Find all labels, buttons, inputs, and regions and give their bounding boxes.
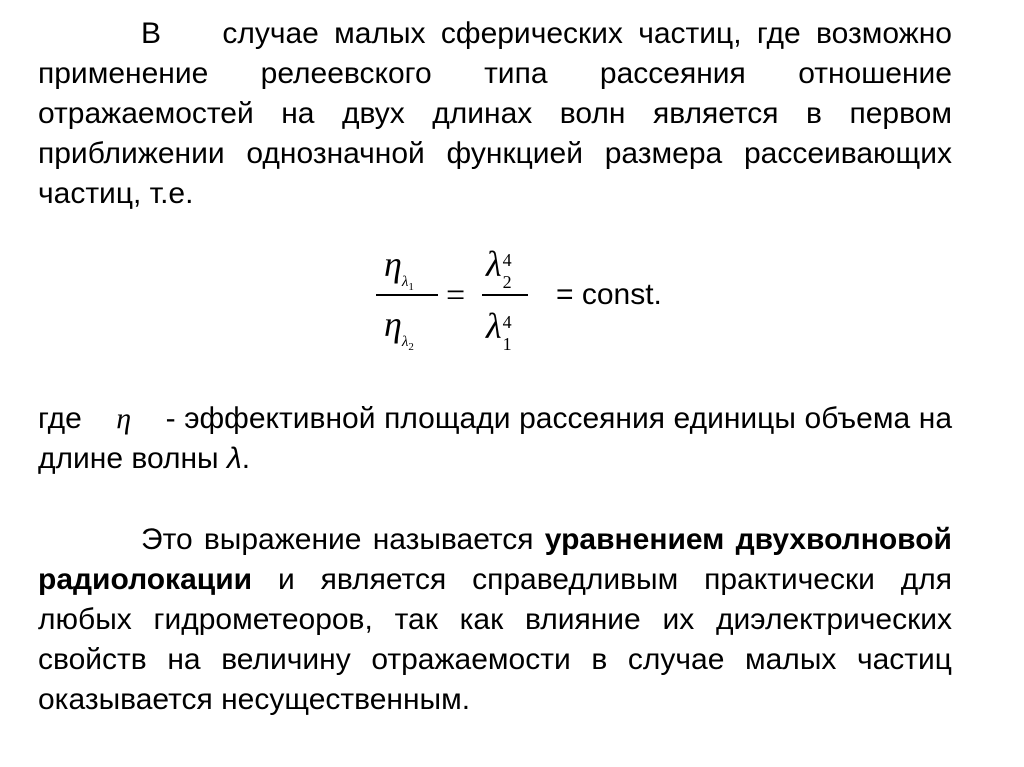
exponent: 4: [502, 250, 512, 270]
exponent: 4: [502, 312, 512, 332]
description-start: Это выражение называется: [141, 523, 534, 556]
eta-symbol: η: [384, 244, 402, 284]
lambda-subscript: λ2: [401, 334, 414, 353]
reflectivity-ratio-formula: [376, 244, 696, 364]
equals-sign: =: [446, 277, 466, 314]
subscript-index: 1: [502, 334, 512, 354]
equation-name-bold: уравнением двухволновой радиолокации: [38, 523, 952, 596]
formula-denominator-left: [384, 304, 414, 353]
eta-symbol: η: [384, 304, 402, 344]
formula-numerator-right: [486, 244, 518, 292]
lambda-inline: λ: [226, 442, 242, 475]
subscript-index: 2: [502, 272, 512, 292]
paragraph-equation-description: [38, 520, 952, 720]
lambda-symbol: λ: [486, 306, 502, 346]
eta-symbol-inline: η: [116, 402, 132, 435]
fraction-bar-right: [482, 294, 528, 296]
const-text: = const.: [556, 278, 662, 311]
paragraph-definition: [38, 399, 952, 479]
formula-denominator-right: [486, 306, 518, 354]
description-rest: и является справедливым практически для любых гидрометеоров, так как влияние их диэлектрических свойств на величину отражаемости в случае малых частиц оказывается несущественным.: [38, 563, 952, 716]
paragraph-intro-text: случае малых сферических частиц, где возможно применение релеевского типа рассеяния отношение отражаемостей на двух длинах волн является в первом приближении однозначной функцией размера рассеивающих частиц, т.е.: [38, 17, 952, 210]
definition-lead: где: [38, 402, 82, 435]
definition-text: - эффективной площади рассеяния единицы объема на длине волны: [38, 402, 953, 475]
fraction-bar-left: [376, 294, 438, 296]
first-word: В: [141, 17, 162, 50]
paragraph-intro: [38, 14, 952, 214]
formula-numerator-left: [384, 244, 414, 293]
definition-end: .: [241, 442, 251, 475]
lambda-subscript: λ1: [401, 274, 414, 293]
lambda-symbol: λ: [486, 244, 502, 284]
